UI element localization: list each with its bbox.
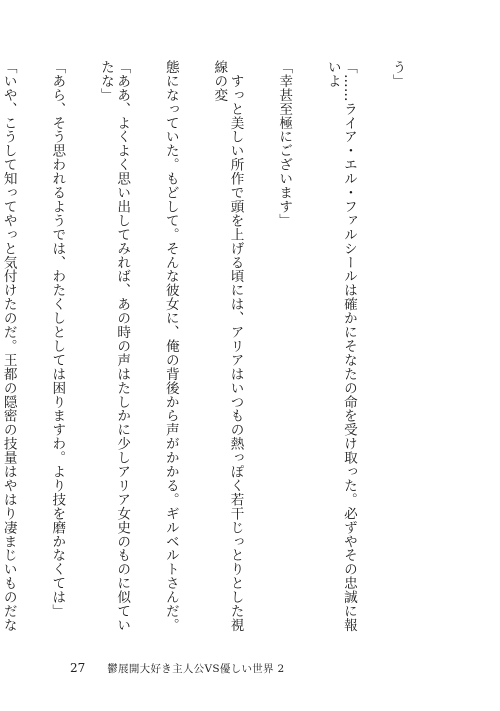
text-line: 態になっていた。もどして。そんな彼女に、俺の背後から声がかかる。ギルベルトさんだ。	[162, 60, 179, 632]
vertical-text-block	[0, 60, 438, 638]
text-line: 「いや、こうして知ってやっと気付けたのだ。王都の隠密の技量はやはり凄まじいものだな	[0, 60, 17, 632]
running-title: 鬱展開大好き主人公VS優しい世界 2	[107, 663, 285, 675]
text-line: 「……ライア・エル・ファルシールは確かにそなたの命を受け取った。必ずやその忠誠に報いよ	[324, 60, 357, 632]
text-line: 「ああ、よくよく思い出してみれば、あの時の声はたしかに少しアリア女史のものに似ていたな」	[97, 60, 131, 632]
text-line: 「幸甚至極にございます」	[276, 60, 293, 228]
page-number: 27	[70, 661, 86, 675]
text-line: う」	[389, 60, 406, 88]
page-footer	[70, 661, 284, 679]
text-line: すっと美しい所作で頭を上げる頃には、アリアはいつもの熱っぽく若干じっとりとした視線の変	[211, 60, 244, 632]
text-line: 「あら、そう思われるようでは、わたくしとしては困りますわ。より技を磨かなくては」	[49, 60, 66, 618]
